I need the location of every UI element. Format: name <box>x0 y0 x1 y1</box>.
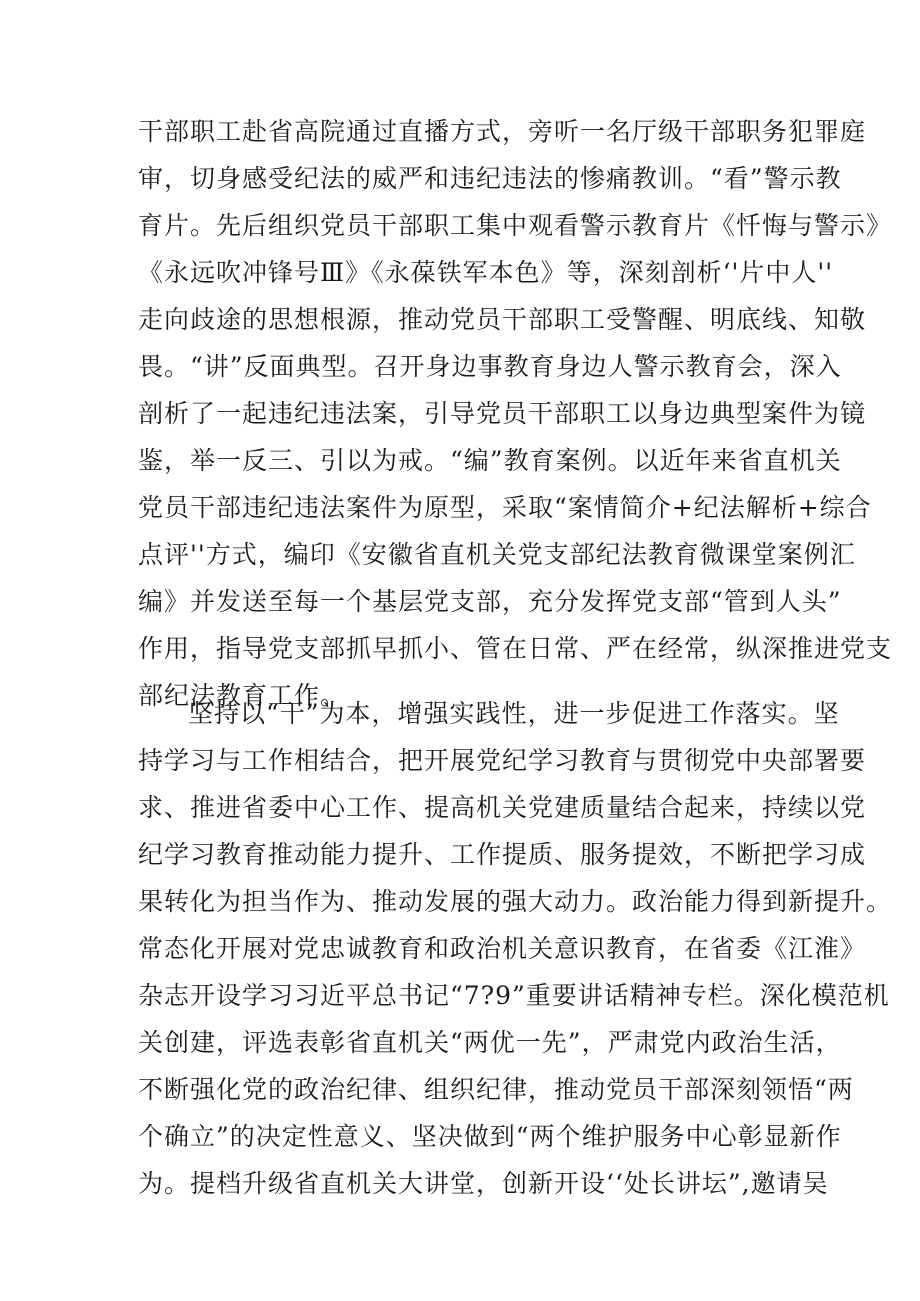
text-line: 走向歧途的思想根源，推动党员干部职工受警醒、明底线、知敬 <box>138 305 867 334</box>
text-line: 果转化为担当作为、推动发展的强大动力。政治能力得到新提升。 <box>138 887 893 916</box>
text-line: 纪学习教育推动能力提升、工作提质、服务提效，不断把学习成 <box>138 840 867 869</box>
text-line: 为。提档升级省直机关大讲堂，创新开设‘‘处长讲坛”,邀请吴 <box>138 1169 829 1198</box>
text-line: 不断强化党的政治纪律、组织纪律，推动党员干部深刻领悟“两 <box>138 1075 854 1104</box>
text-line: 持学习与工作相结合，把开展党纪学习教育与贯彻党中央部署要 <box>138 746 867 775</box>
text-line: 鉴，举一反三、引以为戒。“编”教育案例。以近年来省直机关 <box>138 446 842 475</box>
text-line: 干部职工赴省高院通过直播方式，旁听一名厅级干部职务犯罪庭 <box>138 117 867 146</box>
text-line: 个确立”的决定性意义、坚决做到“两个维护服务中心彰显新作 <box>138 1122 842 1151</box>
text-line: 坚持以“干”为本，增强实践性，进一步促进工作落实。坚 <box>188 699 840 728</box>
text-line: 剖析了一起违纪违法案，引导党员干部职工以身边典型案件为镜 <box>138 399 867 428</box>
text-line: 审，切身感受纪法的威严和违纪违法的惨痛教训。“看”警示教 <box>138 164 842 193</box>
text-line: 常态化开展对党忠诚教育和政治机关意识教育，在省委《江淮》 <box>138 934 867 963</box>
text-line: 党员干部违纪违法案件为原型，采取“案情简介+纪法解析+综合 <box>138 493 872 522</box>
text-line: 部纪法教育工作。 <box>138 681 347 710</box>
text-line: 编》并发送至每一个基层党支部，充分发挥党支部“管到人头” <box>138 587 842 616</box>
text-line: 育片。先后组织党员干部职工集中观看警示教育片《忏悔与警示》 <box>138 211 893 240</box>
text-line: 《永远吹冲锋号Ⅲ》《永葆铁军本色》等，深刻剖析‘'片中人'' <box>138 258 834 287</box>
paragraph-warning-education <box>138 108 893 719</box>
text-line: 关创建，评选表彰省直机关“两优一先”，严肃党内政治生活， <box>138 1028 842 1057</box>
paragraph-practice <box>138 690 893 1207</box>
text-line: 作用，指导党支部抓早抓小、管在日常、严在经常，纵深推进党支 <box>138 634 893 663</box>
text-line: 畏。“讲”反面典型。召开身边事教育身边人警示教育会，深入 <box>138 352 842 381</box>
text-line: 点评''方式，编印《安徽省直机关党支部纪法教育微课堂案例汇 <box>138 540 856 569</box>
text-line: 杂志开设学习习近平总书记“7?9”重要讲话精神专栏。深化模范机 <box>138 981 890 1010</box>
text-line: 求、推进省委中心工作、提高机关党建质量结合起来，持续以党 <box>138 793 867 822</box>
